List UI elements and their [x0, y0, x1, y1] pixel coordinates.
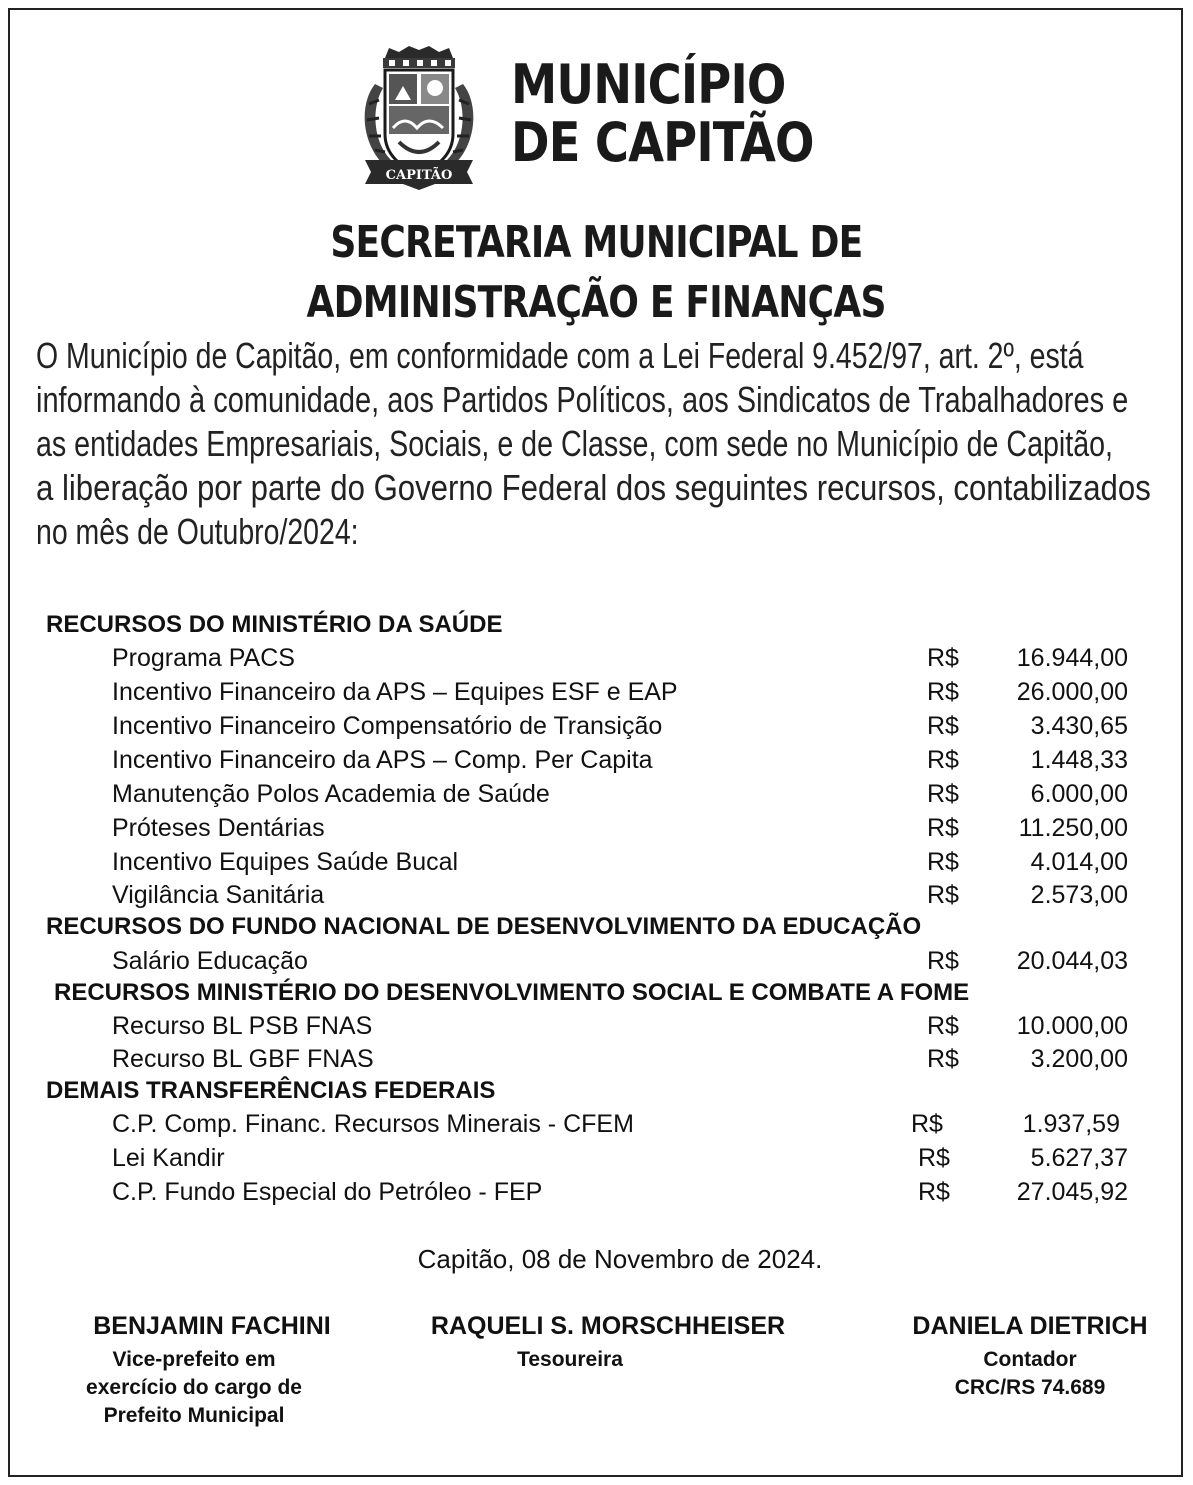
line-item-label: Programa PACS	[112, 644, 295, 672]
signatory-role-line: exercício do cargo de	[86, 1376, 302, 1399]
currency-symbol: R$	[927, 814, 959, 842]
line-item-amount: 10.000,00	[1016, 1012, 1128, 1040]
line-item-amount: 11.250,00	[1018, 814, 1128, 842]
line-item-label: C.P. Fundo Especial do Petróleo - FEP	[112, 1178, 543, 1206]
line-item-amount: 3.200,00	[1030, 1045, 1128, 1073]
line-item-amount: 1.937,59	[1022, 1110, 1120, 1138]
letterhead	[355, 44, 875, 194]
line-item-label: Salário Educação	[112, 947, 308, 975]
line-item-label: Próteses Dentárias	[112, 814, 325, 842]
signatory-role	[40, 1346, 348, 1430]
municipal-coat-of-arms-icon	[355, 44, 483, 190]
line-item-label: Incentivo Financeiro da APS – Comp. Per Capita	[112, 746, 653, 774]
line-item-amount: 26.000,00	[1016, 678, 1128, 706]
seal-ribbon-text: CAPITÃO	[385, 168, 453, 183]
line-item-label: Recurso BL GBF FNAS	[112, 1045, 374, 1073]
line-item-label: Manutenção Polos Academia de Saúde	[112, 780, 550, 808]
line-item-label: C.P. Comp. Financ. Recursos Minerais - CFEM	[112, 1110, 634, 1138]
currency-symbol: R$	[927, 780, 959, 808]
intro-line: a liberação por parte do Governo Federal dos seguintes recursos, contabilizados	[36, 467, 1151, 508]
section-title: RECURSOS DO MINISTÉRIO DA SAÚDE	[46, 611, 503, 638]
line-item-label: Incentivo Equipes Saúde Bucal	[112, 848, 459, 876]
currency-symbol: R$	[918, 1144, 950, 1172]
municipality-line-2: DE CAPITÃO	[511, 111, 814, 174]
intro-paragraph	[36, 334, 1158, 554]
document-date: Capitão, 08 de Novembro de 2024.	[417, 1244, 823, 1274]
section-title: RECURSOS DO FUNDO NACIONAL DE DESENVOLVIMENTO DA EDUCAÇÃO	[46, 913, 922, 940]
currency-symbol: R$	[927, 1012, 959, 1040]
signatory-name: RAQUELI S. MORSCHHEISER	[430, 1312, 786, 1340]
line-item-amount: 4.014,00	[1030, 848, 1128, 876]
signatory-role-line: CRC/RS 74.689	[954, 1376, 1106, 1399]
line-item-label: Vigilância Sanitária	[112, 881, 325, 909]
intro-line: O Município de Capitão, em conformidade com a Lei Federal 9.452/97, art. 2º, está	[36, 335, 1084, 376]
line-item-amount: 27.045,92	[1016, 1178, 1128, 1206]
signatory-role-line: Vice-prefeito em	[112, 1348, 276, 1371]
signatory-role	[880, 1346, 1180, 1402]
currency-symbol: R$	[927, 712, 959, 740]
line-item-amount: 2.573,00	[1030, 881, 1128, 909]
intro-line: informando à comunidade, aos Partidos Políticos, aos Sindicatos de Trabalhadores e	[36, 379, 1129, 420]
signatory-name: BENJAMIN FACHINI	[93, 1312, 331, 1340]
intro-line: no mês de Outubro/2024:	[36, 511, 359, 552]
line-item-label: Incentivo Financeiro Compensatório de Transição	[112, 712, 663, 740]
currency-symbol: R$	[927, 678, 959, 706]
currency-symbol: R$	[927, 947, 959, 975]
line-item-label: Lei Kandir	[112, 1144, 225, 1172]
currency-symbol: R$	[927, 746, 959, 774]
line-item-amount: 6.000,00	[1030, 780, 1128, 808]
line-item-amount: 20.044,03	[1016, 947, 1128, 975]
secretariat-title-line-1: SECRETARIA MUNICIPAL DE	[330, 217, 863, 268]
line-item-label: Incentivo Financeiro da APS – Equipes ESF e EAP	[112, 678, 678, 706]
currency-symbol: R$	[918, 1178, 950, 1206]
municipality-name	[511, 53, 814, 174]
line-item-amount: 3.430,65	[1030, 712, 1128, 740]
municipality-line-1: MUNICÍPIO	[511, 53, 786, 116]
line-item-label: Recurso BL PSB FNAS	[112, 1012, 373, 1040]
currency-symbol: R$	[927, 881, 959, 909]
signatory-role-line: Prefeito Municipal	[103, 1404, 285, 1427]
currency-symbol: R$	[911, 1110, 943, 1138]
intro-line: as entidades Empresariais, Sociais, e de Classe, com sede no Município de Capitão,	[36, 423, 1114, 464]
section-title: RECURSOS MINISTÉRIO DO DESENVOLVIMENTO SOCIAL E COMBATE A FOME	[54, 979, 970, 1006]
currency-symbol: R$	[927, 1045, 959, 1073]
line-item-amount: 1.448,33	[1030, 746, 1128, 774]
line-item-amount: 5.627,37	[1030, 1144, 1128, 1172]
signatory-role-line: Tesoureira	[517, 1348, 623, 1371]
secretariat-title-line-2: ADMINISTRAÇÃO E FINANÇAS	[306, 277, 887, 328]
section-title: DEMAIS TRANSFERÊNCIAS FEDERAIS	[46, 1077, 496, 1104]
currency-symbol: R$	[927, 644, 959, 672]
signatory-name: DANIELA DIETRICH	[912, 1312, 1148, 1340]
signatory-role-line: Contador	[983, 1348, 1077, 1371]
currency-symbol: R$	[927, 848, 959, 876]
line-item-amount: 16.944,00	[1016, 644, 1128, 672]
signatory-role	[420, 1346, 720, 1374]
